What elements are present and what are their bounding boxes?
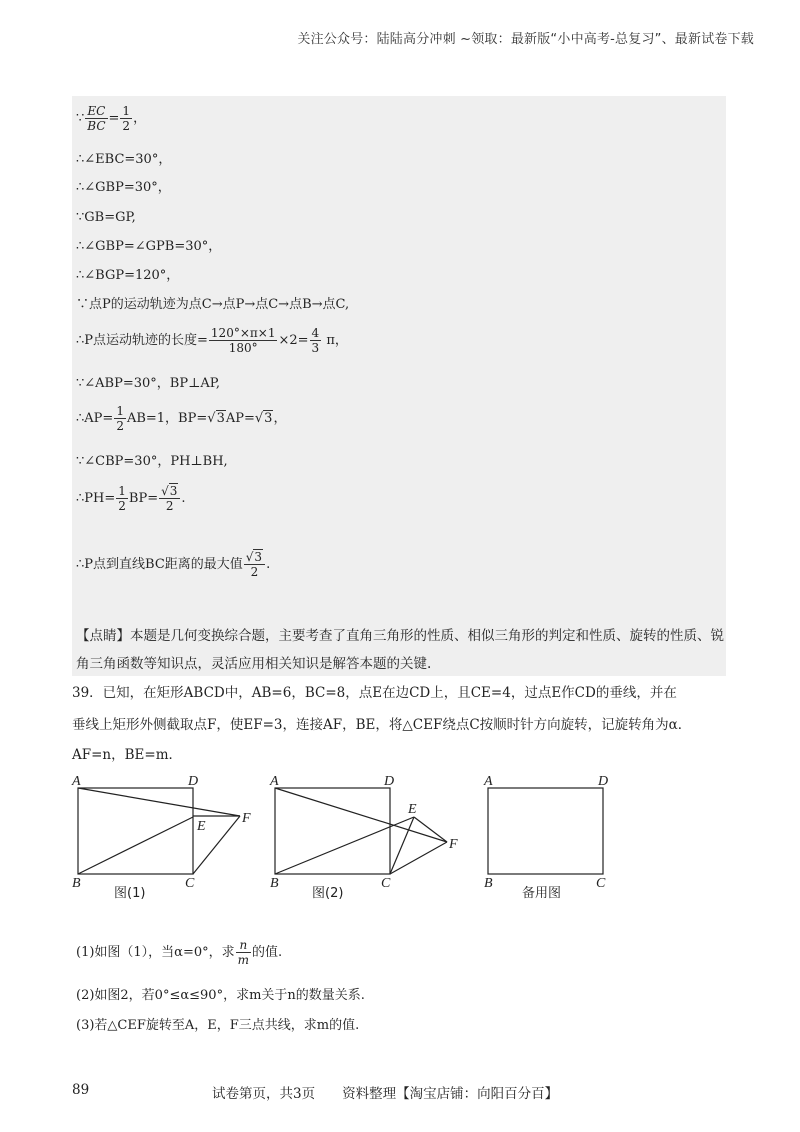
solution-line-7: ∵点P的运动轨迹为点C→点P→点C→点B→点C, [76, 297, 350, 312]
fig2-caption: 图(2) [312, 886, 344, 901]
fig2-label-E: E [408, 802, 417, 817]
fig2-label-C: C [381, 876, 391, 891]
solution-line-2: ∴∠EBC=30°， [76, 152, 172, 167]
fig2-line-CF [390, 842, 447, 874]
fig1-label-C: C [185, 876, 195, 891]
fig1-line-AF [78, 788, 240, 816]
solution-line-1: ∵ $\frac{EC}{BC}$ = $\frac{1}{2}$ ， [76, 104, 147, 133]
solution-line-13: ∴P点到直线BC距离的最大值 $\frac{√3}{2}$ . [76, 550, 271, 579]
fig2-line-AF [275, 788, 447, 842]
solution-line-6: ∴∠BGP=120°， [76, 268, 180, 283]
subquestion-1: (1)如图（1），当α=0°，求 $\frac{n}{m}$ 的值. [76, 938, 283, 967]
fig2-label-B: B [270, 876, 279, 891]
fig3-label-C: C [596, 876, 606, 891]
solution-block [72, 96, 726, 676]
header-notice: 关注公众号：陆陆高分冲刺 ~领取：最新版“小中高考-总复习”、最新试卷下载 [297, 32, 754, 47]
fig2-label-D: D [384, 774, 395, 789]
fig1-label-B: B [72, 876, 81, 891]
footer-text: 试卷第页，共3页 资料整理【淘宝店铺：向阳百分百】 [212, 1086, 559, 1102]
fig1-rectangle [78, 788, 193, 874]
question-line-2: 垂线上矩形外侧截取点F，使EF=3，连接AF，BE，将△CEF绕点C按顺时针方向旋转，记旋转角为α． [72, 717, 692, 733]
question-line-1: 39．已知，在矩形ABCD中，AB=6，BC=8，点E在边CD上，且CE=4，过点E作CD的垂线，并在 [72, 685, 677, 701]
subquestion-2: (2)如图2，若0°≤α≤90°，求m关于n的数量关系. [76, 988, 365, 1003]
fig2-line-EF [414, 817, 447, 842]
subquestion-3: (3)若△CEF旋转至A，E，F三点共线，求m的值. [76, 1018, 360, 1033]
fig3-rectangle [488, 788, 603, 874]
figure-1 [78, 788, 240, 874]
fig1-line-BE [78, 817, 193, 874]
figure-3 [488, 788, 603, 874]
solution-line-9: ∵∠ABP=30°，BP⊥AP, [76, 376, 220, 391]
fig2-rectangle [275, 788, 390, 874]
fig3-label-B: B [484, 876, 493, 891]
solution-line-4: ∵GB=GP, [76, 210, 136, 225]
fig1-label-E: E [197, 819, 206, 834]
fig1-label-A: A [72, 774, 81, 789]
figure-2 [275, 788, 447, 874]
fig3-caption: 备用图 [522, 886, 562, 901]
fig2-label-F: F [449, 837, 458, 852]
fig1-label-F: F [242, 811, 251, 826]
fig2-label-A: A [270, 774, 279, 789]
solution-line-12: ∴PH= $\frac{1}{2}$ BP= $\frac{√3}{2}$ . [76, 484, 186, 513]
solution-line-8: ∴P点运动轨迹的长度= $\frac{120^\circ\times\pi\times 1}{180^\circ}$ ×2= $\frac{4}{3}$ π， [76, 326, 348, 355]
solution-line-5: ∴∠GBP=∠GPB=30°， [76, 239, 222, 254]
fig1-caption: 图(1) [114, 886, 146, 901]
question-line-3: AF=n，BE=m． [72, 747, 183, 763]
solution-note: 【点睛】本题是几何变换综合题，主要考查了直角三角形的性质、相似三角形的判定和性质、旋转的性质、锐角三角函数等知识点，灵活应用相关知识是解答本题的关键. [76, 628, 724, 672]
fig3-label-A: A [484, 774, 493, 789]
solution-line-10: ∴AP= $\frac{1}{2}$ AB=1，BP=√3AP=√3， [76, 404, 287, 433]
page-number: 89 [72, 1082, 90, 1098]
geometry-figures [70, 772, 630, 912]
fig1-label-D: D [188, 774, 199, 789]
solution-line-11: ∵∠CBP=30°，PH⊥BH, [76, 454, 228, 469]
solution-line-3: ∴∠GBP=30°， [76, 180, 171, 195]
fig3-label-D: D [598, 774, 609, 789]
